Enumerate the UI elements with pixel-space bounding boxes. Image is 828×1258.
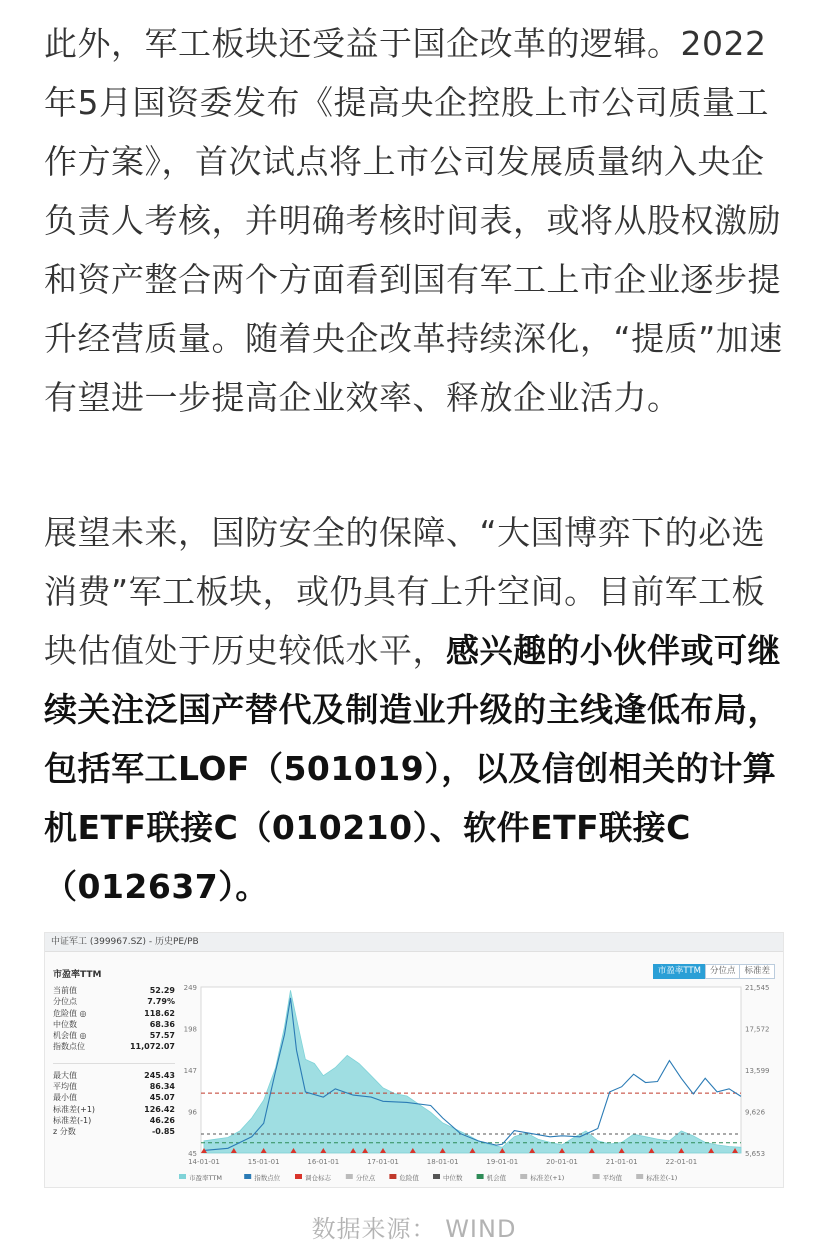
stat-label: 指数点位	[53, 1042, 85, 1052]
stat-label: 中位数	[53, 1019, 77, 1029]
x-tick-label: 22-01-01	[665, 1158, 698, 1166]
y-left-tick-label: 147	[183, 1067, 197, 1075]
legend-swatch	[346, 1174, 353, 1179]
legend-swatch	[593, 1174, 600, 1179]
legend-swatch	[477, 1174, 484, 1179]
legend-swatch	[433, 1174, 440, 1179]
y-left-tick-label: 96	[188, 1108, 197, 1117]
y-right-tick-label: 17,572	[745, 1025, 770, 1034]
stat-value: 52.29	[149, 986, 175, 995]
stat-value: 245.43	[144, 1070, 175, 1080]
article-paragraph-2	[44, 503, 789, 916]
stats-panel	[53, 985, 175, 1138]
paragraph-2-text: 展望未来，国防安全的保障、“大国博弈下的必选消费”军工板块，或仍具有上升空间。目前军工板块估值处于历史较低水平，	[44, 513, 766, 670]
legend-label: 中位数	[443, 1174, 463, 1182]
stat-label: 分位点	[53, 997, 77, 1007]
stat-label: 标准差(+1)	[53, 1104, 96, 1114]
y-right-tick-label: 21,545	[745, 984, 770, 992]
stat-label: 危险值 ◎	[53, 1008, 87, 1018]
legend-swatch	[389, 1174, 396, 1179]
x-tick-label: 19-01-01	[486, 1158, 519, 1166]
chart-card-header: 中证军工 (399967.SZ) - 历史PE/PB	[45, 933, 783, 952]
stat-row	[53, 985, 175, 996]
chart-image-card	[44, 932, 784, 1188]
stat-row	[53, 1019, 175, 1030]
chart-title: 市盈率TTM	[53, 970, 102, 980]
stat-row	[53, 1030, 175, 1041]
stat-row	[53, 1081, 175, 1092]
tab-percentile[interactable]: 分位点	[705, 964, 741, 979]
legend-label: 指数点位	[254, 1174, 281, 1182]
stat-label: 最小值	[53, 1093, 77, 1103]
stat-row	[53, 1041, 175, 1052]
tab-pe-ttm[interactable]: 市盈率TTM	[653, 964, 706, 979]
stat-value: 57.57	[149, 1031, 175, 1041]
paragraph-2-bold-text: 感兴趣的小伙伴或可继续关注泛国产替代及制造业升级的主线逢低布局，包括军工LOF（501019），以及信创相关的计算机ETF联接C（010210）、软件ETF联接C（012637）。	[44, 631, 781, 906]
legend-swatch	[295, 1174, 302, 1179]
stat-value: 126.42	[144, 1104, 175, 1114]
stat-row	[53, 1126, 175, 1137]
stat-label: 当前值	[53, 986, 77, 995]
stat-row	[53, 1070, 175, 1081]
stat-value: 86.34	[149, 1082, 175, 1092]
stat-row	[53, 996, 175, 1007]
stat-value: 7.79%	[147, 997, 175, 1007]
x-tick-label: 21-01-01	[605, 1158, 638, 1166]
stat-row	[53, 1104, 175, 1115]
legend-label: 危险值	[399, 1174, 419, 1182]
stat-row	[53, 1115, 175, 1126]
legend-swatch	[520, 1174, 527, 1179]
stat-label: 平均值	[53, 1082, 77, 1092]
stat-row	[53, 1008, 175, 1019]
stats-divider	[53, 1053, 175, 1064]
legend-label: 调仓标志	[305, 1174, 331, 1182]
y-left-tick-label: 198	[183, 1025, 197, 1034]
stat-value: 45.07	[149, 1093, 175, 1103]
stat-value: 118.62	[144, 1008, 175, 1018]
legend-label: 分位点	[355, 1174, 376, 1182]
stat-row	[53, 1092, 175, 1103]
y-right-tick-label: 5,653	[745, 1150, 766, 1158]
y-left-tick-label: 249	[183, 984, 197, 992]
chart-tab-group	[654, 964, 775, 979]
source-caption: 数据来源： WIND	[311, 1215, 517, 1243]
legend-swatch	[636, 1174, 643, 1179]
legend-swatch	[179, 1174, 186, 1179]
legend-label: 机会值	[486, 1174, 507, 1182]
stat-label: z 分数	[53, 1127, 76, 1137]
stat-label: 标准差(-1)	[53, 1115, 92, 1125]
stat-value: 68.36	[149, 1019, 175, 1029]
stat-value: 11,072.07	[129, 1042, 175, 1052]
x-tick-label: 20-01-01	[546, 1158, 578, 1166]
legend-swatch	[244, 1174, 251, 1179]
tab-std-dev[interactable]: 标准差	[739, 964, 775, 979]
x-tick-label: 16-01-01	[307, 1158, 340, 1166]
stat-label: 最大值	[53, 1070, 77, 1080]
legend-label: 标准差(-1)	[646, 1174, 678, 1182]
stat-value: 46.26	[149, 1115, 175, 1125]
pe-chart	[173, 979, 783, 1187]
x-tick-label: 14-01-01	[188, 1158, 220, 1166]
x-tick-label: 17-01-01	[367, 1158, 399, 1166]
y-right-tick-label: 13,599	[745, 1067, 770, 1075]
stat-value: -0.85	[151, 1127, 175, 1137]
y-right-tick-label: 9,626	[745, 1108, 766, 1117]
article-paragraph-1: 此外，军工板块还受益于国企改革的逻辑。2022年5月国资委发布《提高央企控股上市公司质量工作方案》，首次试点将上市公司发展质量纳入央企负责人考核，并明确考核时间表，或将从股权激励和资产整合两个方面看到国有军工上市企业逐步提升经营质量。随着央企改革持续深化，“提质”加速有望进一步提高企业效率、释放企业活力。	[44, 24, 783, 417]
y-left-tick-label: 45	[188, 1150, 197, 1158]
x-tick-label: 15-01-01	[247, 1158, 280, 1166]
legend-label: 平均值	[602, 1174, 623, 1182]
legend-label: 标准差(+1)	[530, 1174, 565, 1182]
legend-label: 市盈率TTM	[189, 1174, 222, 1182]
stat-label: 机会值 ◎	[53, 1031, 87, 1041]
x-tick-label: 18-01-01	[426, 1158, 459, 1166]
